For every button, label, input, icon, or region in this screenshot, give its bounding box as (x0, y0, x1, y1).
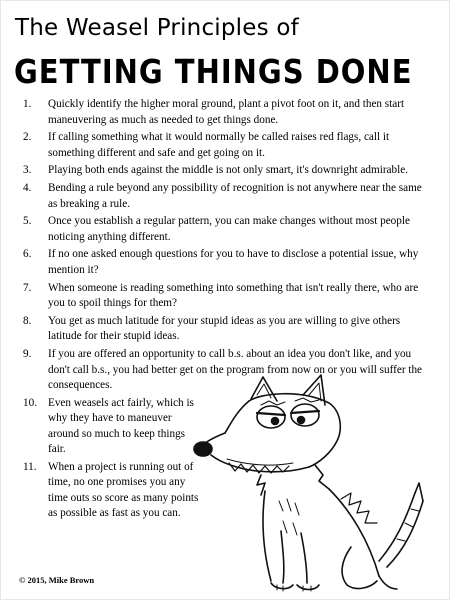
item-number: 9. (23, 348, 32, 360)
copyright-notice: © 2015, Mike Brown (19, 575, 95, 585)
item-number: 3. (23, 164, 32, 177)
list-item (1, 247, 450, 278)
item-text: When someone is reading something into something that isn't really there, who are you to spoil things for them? (48, 281, 419, 310)
item-number: 7. (23, 281, 32, 294)
list-item (1, 214, 450, 245)
item-text: Even weasels act fairly, which is why they have to maneuver around so much to keep things fair. (48, 396, 194, 456)
item-number: 5. (23, 215, 32, 228)
item-number: 8. (23, 314, 32, 327)
item-text: You get as much latitude for your stupid ideas as you are willing to give others latitude for their stupid ideas. (48, 314, 401, 343)
list-item (1, 130, 450, 161)
list-item (1, 281, 450, 312)
item-text: If calling something what it would normally be called raises red flags, call it something different and safe and get going on it. (48, 131, 390, 159)
list-item (1, 181, 450, 212)
list-item (1, 97, 450, 128)
item-number: 6. (23, 248, 32, 261)
item-text: Bending a rule beyond any possibility of recognition is not anywhere near the same as breaking a rule. (48, 182, 422, 210)
title-line-1: The Weasel Principles of (15, 15, 299, 41)
item-number: 4. (23, 182, 32, 195)
item-number: 10. (23, 396, 37, 409)
item-text: Quickly identify the higher moral ground, plant a pivot foot on it, and then start maneuvering as much as needed to get things done. (48, 98, 405, 126)
list-item (1, 163, 450, 179)
item-number: 1. (23, 98, 32, 110)
list-item (1, 314, 450, 345)
item-number: 2. (23, 131, 32, 144)
title-line-2: GETTING THINGS DONE (14, 53, 413, 92)
item-text: If no one asked enough questions for you to have to disclose a potential issue, why mention it? (48, 248, 419, 276)
item-text: Once you establish a regular pattern, you can make changes without most people noticing anything different. (48, 215, 410, 243)
item-number: 11. (23, 460, 37, 473)
weasel-drawing-icon (191, 371, 441, 596)
item-text: When a project is running out of time, no one promises you any time outs so score as many points as possible as fast as you can. (48, 460, 199, 520)
item-text: Playing both ends against the middle is not only smart, it's downright admirable. (48, 164, 408, 177)
item-text: If you are offered an opportunity to call b.s. about an idea you don't like, and you don't call b.s., you had better get on the program from now on or you will suffer the consequences. (48, 348, 423, 391)
